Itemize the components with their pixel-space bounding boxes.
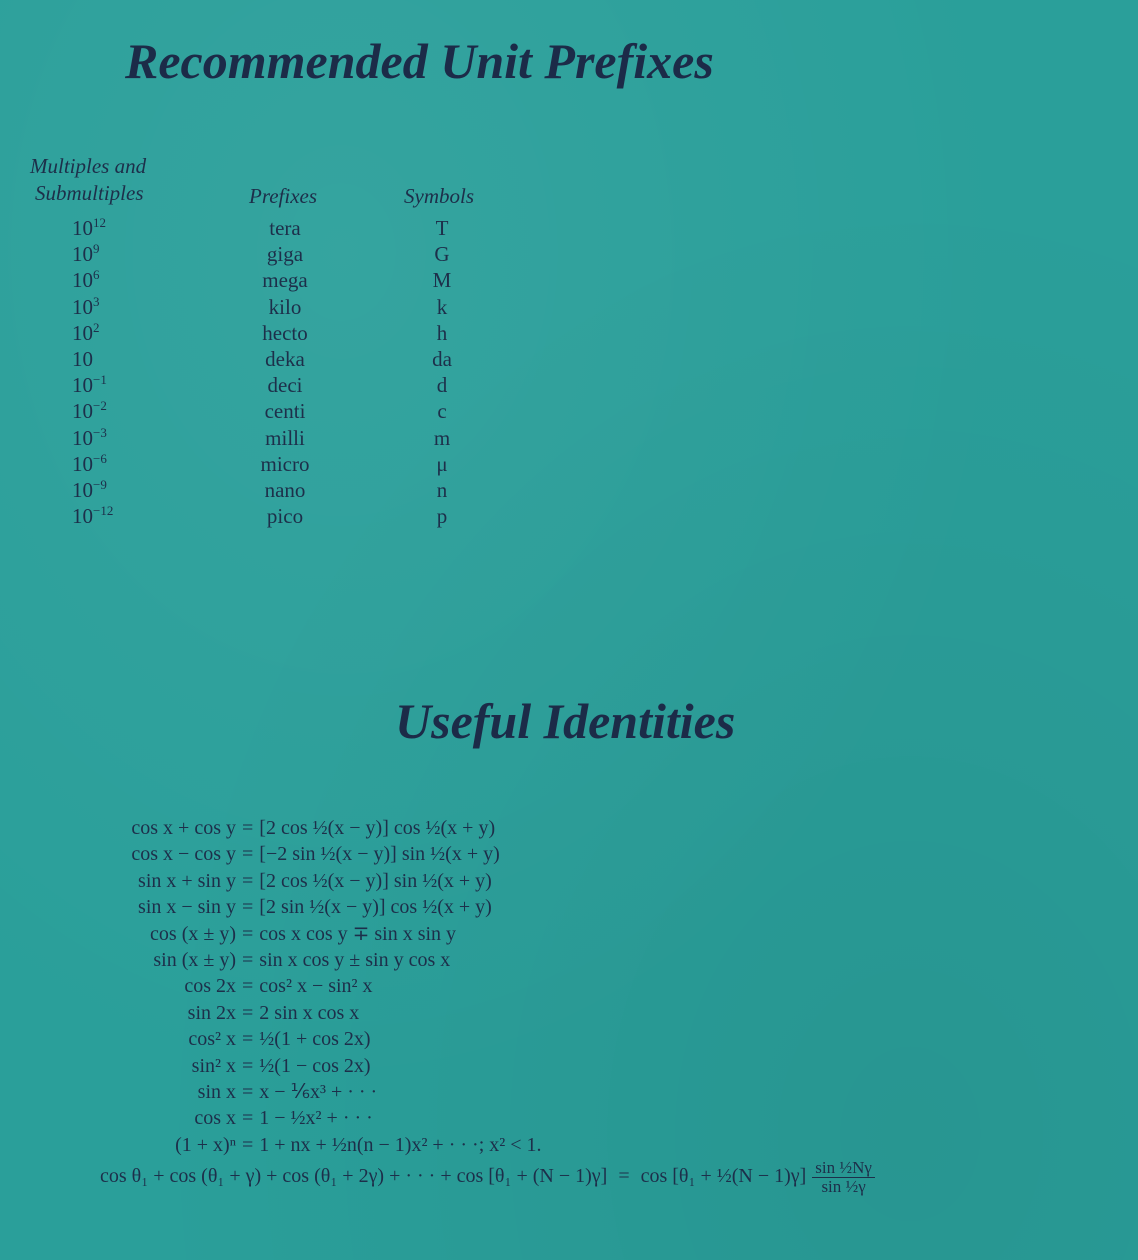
prefix-cell: hecto [262, 321, 308, 345]
prefix-cell: mega [262, 268, 308, 292]
identity-rhs: sin x cos y ± sin y cos x [259, 949, 451, 971]
multiple-cell [72, 241, 100, 267]
identity-row: cos 2x = cos² x − sin² x [0, 973, 373, 999]
multiple-exponent: 6 [93, 267, 100, 282]
page-title-identities: Useful Identities [395, 693, 736, 749]
identity-lhs: cos x + cos y [131, 817, 236, 839]
identity-row: sin 2x = 2 sin x cos x [0, 1000, 359, 1026]
multiple-cell [72, 425, 107, 451]
identity-row: sin² x = ½(1 − cos 2x) [0, 1053, 371, 1079]
identity-rhs: 1 + nx + ½n(n − 1)x² + · · ·; x² < 1. [259, 1134, 542, 1156]
symbol-cell: G [434, 242, 450, 266]
multiple-cell [72, 451, 107, 477]
symbol-cell: n [436, 478, 448, 502]
multiple-exponent: −6 [93, 451, 107, 466]
identity-lhs: sin x + sin y [138, 870, 236, 892]
identity-rhs: x − ⅙x³ + · · · [259, 1081, 378, 1103]
multiple-exponent: −1 [93, 372, 107, 387]
identity-row: sin x − sin y = [2 sin ½(x − y)] cos ½(x + y) [0, 894, 492, 920]
prefix-cell: milli [265, 426, 305, 450]
prefix-cell: deka [265, 347, 305, 371]
multiple-cell [72, 346, 93, 372]
multiple-exponent: −3 [93, 425, 107, 440]
prefix-cell: nano [264, 478, 306, 502]
symbol-cell: T [435, 216, 449, 240]
multiple-cell [72, 503, 113, 529]
fraction-numerator: sin ½Nγ [812, 1159, 875, 1178]
multiple-cell [72, 398, 107, 424]
identity-rhs: 2 sin x cos x [259, 1002, 360, 1024]
symbol-cell: da [432, 347, 452, 371]
multiple-cell [72, 267, 100, 293]
header-multiples-line2: Submultiples [35, 181, 144, 205]
multiple-cell [72, 477, 107, 503]
identity-rhs: cos [θ₁ + ½(N − 1)γ] [640, 1165, 807, 1187]
multiple-exponent: 3 [93, 294, 100, 309]
symbol-cell: d [436, 373, 448, 397]
symbol-cell: k [436, 295, 448, 319]
identity-lhs: cos x − cos y [131, 843, 236, 865]
identity-row: cos (x ± y) = cos x cos y ∓ sin x sin y [0, 921, 456, 947]
symbol-cell: m [433, 426, 451, 450]
multiple-base: 10 [72, 373, 93, 397]
multiple-exponent: −9 [93, 477, 107, 492]
multiple-exponent: −2 [93, 398, 107, 413]
multiple-cell [72, 320, 100, 346]
symbol-cell: M [432, 268, 452, 292]
identity-row: (1 + x)ⁿ = 1 + nx + ½n(n − 1)x² + · · ·; x² < 1. [0, 1132, 542, 1158]
prefix-cell: tera [269, 216, 301, 240]
identity-rhs: [2 cos ½(x − y)] sin ½(x + y) [259, 870, 492, 892]
identity-rhs: [2 cos ½(x − y)] cos ½(x + y) [259, 817, 496, 839]
identity-rhs: ½(1 − cos 2x) [259, 1055, 371, 1077]
multiple-exponent: 12 [93, 215, 106, 230]
identity-row: cos² x = ½(1 + cos 2x) [0, 1026, 371, 1052]
symbol-cell: p [436, 504, 448, 528]
prefix-cell: kilo [268, 295, 302, 319]
identity-row-sum-of-cosines: cos θ₁ + cos (θ₁ + γ) + cos (θ₁ + 2γ) + · · · + cos [θ₁ + (N − 1)γ] = cos [θ₁ + ½(N − 1)γ] $\frac{\text{sin ½Nγ}}{\text{sin ½γ}}$ [100, 1152, 875, 1200]
multiple-exponent: −12 [93, 503, 114, 518]
multiple-base: 10 [72, 347, 93, 371]
identity-rhs: cos² x − sin² x [259, 975, 373, 997]
identity-lhs: sin x − sin y [138, 896, 236, 918]
identity-row: cos x − cos y = [−2 sin ½(x − y)] sin ½(x + y) [0, 841, 500, 867]
multiple-base: 10 [72, 321, 93, 345]
symbol-cell: μ [436, 452, 448, 476]
identity-fraction [812, 1159, 875, 1196]
page-title-prefixes: Recommended Unit Prefixes [125, 33, 714, 89]
identity-rhs: ½(1 + cos 2x) [259, 1028, 371, 1050]
multiple-base: 10 [72, 216, 93, 240]
identity-rhs: [2 sin ½(x − y)] cos ½(x + y) [259, 896, 492, 918]
multiple-cell [72, 294, 100, 320]
prefix-cell: pico [266, 504, 304, 528]
identity-lhs: (1 + x)ⁿ [175, 1134, 236, 1156]
multiple-base: 10 [72, 504, 93, 528]
multiple-base: 10 [72, 452, 93, 476]
identity-lhs: sin 2x [187, 1002, 236, 1024]
symbol-cell: c [437, 399, 447, 423]
multiple-base: 10 [72, 295, 93, 319]
identity-row: cos x = 1 − ½x² + · · · [0, 1105, 373, 1131]
identity-row: sin x = x − ⅙x³ + · · · [0, 1079, 377, 1105]
prefix-cell: giga [266, 242, 304, 266]
identity-lhs: cos θ₁ + cos (θ₁ + γ) + cos (θ₁ + 2γ) + · · · + cos [θ₁ + (N − 1)γ] [100, 1165, 608, 1187]
multiple-base: 10 [72, 268, 93, 292]
identity-lhs: cos x [194, 1107, 236, 1129]
prefix-cell: centi [264, 399, 306, 423]
identity-row: cos x + cos y = [2 cos ½(x − y)] cos ½(x + y) [0, 815, 495, 841]
multiple-cell [72, 215, 106, 241]
identity-rhs: [−2 sin ½(x − y)] sin ½(x + y) [259, 843, 500, 865]
multiple-base: 10 [72, 478, 93, 502]
multiple-exponent: 2 [93, 320, 100, 335]
identity-row: sin (x ± y) = sin x cos y ± sin y cos x [0, 947, 450, 973]
symbol-cell: h [436, 321, 448, 345]
identity-lhs: sin² x [191, 1055, 236, 1077]
header-prefixes: Prefixes [249, 184, 318, 208]
identity-lhs: sin x [197, 1081, 236, 1103]
multiple-base: 10 [72, 426, 93, 450]
fraction-denominator: sin ½γ [821, 1176, 866, 1196]
multiple-base: 10 [72, 399, 93, 423]
identity-lhs: sin (x ± y) [153, 949, 236, 971]
prefix-cell: micro [260, 452, 310, 476]
multiple-exponent: 9 [93, 241, 100, 256]
multiple-cell [72, 372, 107, 398]
identity-lhs: cos (x ± y) [150, 923, 236, 945]
identity-lhs: cos² x [188, 1028, 236, 1050]
identity-rhs: 1 − ½x² + · · · [259, 1107, 373, 1129]
identity-rhs: cos x cos y ∓ sin x sin y [259, 923, 457, 945]
multiple-base: 10 [72, 242, 93, 266]
identity-lhs: cos 2x [184, 975, 236, 997]
prefix-cell: deci [267, 373, 303, 397]
header-symbols: Symbols [404, 184, 474, 208]
header-multiples-line1: Multiples and [30, 154, 147, 178]
identity-row: sin x + sin y = [2 cos ½(x − y)] sin ½(x + y) [0, 868, 492, 894]
